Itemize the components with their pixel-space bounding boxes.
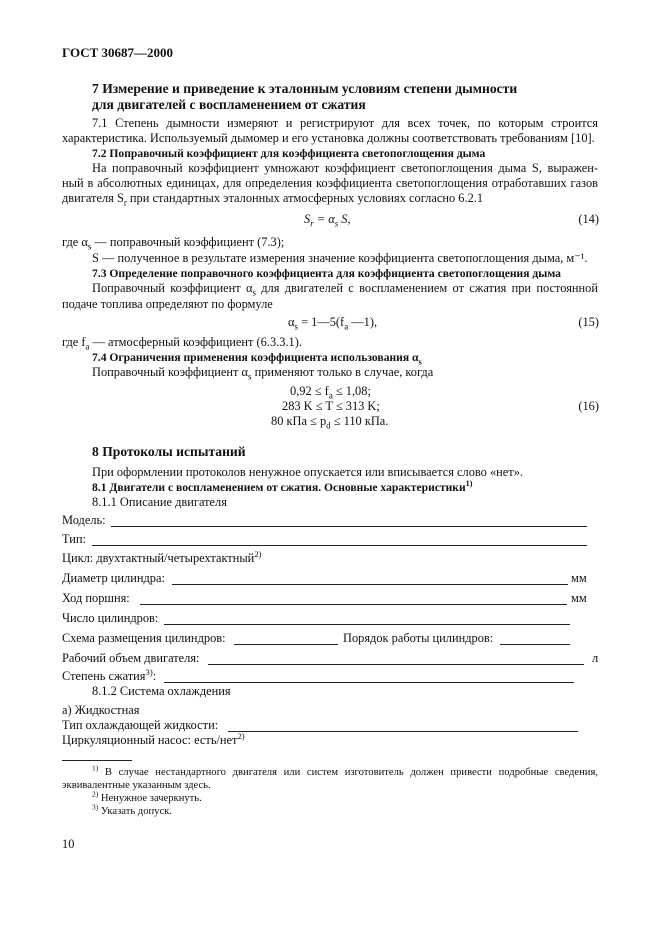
field-type-line[interactable]: [92, 545, 587, 546]
section-7-title-line-2: для двигателей с воспламенением от сжатия: [92, 97, 366, 112]
where-14-line-2: S — полученное в результате измерения значение коэффициента светопоглощения дыма, м⁻¹.: [92, 251, 588, 265]
label-layout: Схема размещения цилиндров:: [62, 631, 226, 645]
heading-7-2: 7.2 Поправочный коэффициент для коэффициента светопоглощения дыма: [92, 147, 486, 160]
label-firing-order: Порядок работы цилиндров:: [343, 631, 494, 645]
section-7-title-line-1: 7 Измерение и приведение к эталонным условиям степени дымности: [92, 81, 518, 96]
heading-8-1-2: 8.1.2 Система охлаждения: [92, 684, 231, 698]
para-7-2-line-2: ный в абсолютных единицах, для определения коэффициента светопоглощения отработавших газов: [62, 176, 598, 190]
equation-14-number: (14): [578, 212, 599, 226]
para-7-4: Поправочный коэффициент $\alpha_s$ применяют только в случае, когда: [92, 365, 434, 382]
heading-8-1-1: 8.1.1 Описание двигателя: [92, 495, 227, 509]
para-7-2-line-3: двигателя $S_r$ при стандартных эталонных атмосферных условиях согласно 6.2.1: [62, 191, 484, 208]
heading-8-1: 8.1 Двигатели с воспламенением от сжатия. Основные характеристики$^{1)}$: [92, 479, 473, 494]
footnote-3: $^{3)}$ Указать допуск.: [92, 802, 172, 817]
page-header: ГОСТ 30687—2000: [62, 45, 174, 60]
para-7-1-line-1: 7.1 Степень дымности измеряют и регистрируют для всех точек, по которым строится: [92, 116, 598, 130]
unit-displacement: л: [592, 651, 599, 665]
para-7-1-line-2: характеристика. Используемый дымомер и его установка должны соответствовать требованиям [10].: [62, 131, 595, 145]
label-compression: Степень сжатия$^{3)}$:: [62, 666, 157, 683]
label-type: Тип:: [62, 532, 86, 546]
footnote-1-line-2: эквивалентные указанным здесь.: [62, 780, 211, 791]
label-cylinders: Число цилиндров:: [62, 611, 159, 625]
equation-15: $\alpha_s$ = $1—5(f_a$ —1),: [288, 315, 378, 332]
label-bore: Диаметр цилиндра:: [62, 571, 165, 585]
para-7-3-line-2: подаче топлива определяют по формуле: [62, 297, 273, 311]
unit-stroke: мм: [571, 591, 587, 605]
equation-14: $S_r = \alpha_s$ S,: [304, 212, 351, 229]
section-8-intro: При оформлении протоколов ненужное опускается или вписывается слово «нет».: [92, 465, 524, 479]
footnote-rule: [62, 760, 132, 761]
equation-15-number: (15): [578, 315, 599, 329]
footnote-2: $^{2)}$ Ненужное зачеркнуть.: [92, 789, 202, 804]
where-14-line-1: где $\alpha_s$ — поправочный коэффициент (7.3);: [62, 235, 285, 252]
condition-pressure: 80 кПа ≤ $p_d \le 110$ кПа.: [271, 414, 389, 431]
section-8-title: 8 Протоколы испытаний: [92, 444, 246, 459]
label-liquid: а) Жидкостная: [62, 703, 140, 717]
where-15: где $f_a$ — атмосферный коэффициент (6.3.3.1).: [62, 335, 302, 352]
label-model: Модель:: [62, 513, 106, 527]
equation-16-number: (16): [578, 399, 599, 413]
field-bore-line[interactable]: [172, 584, 568, 585]
label-pump: Циркуляционный насос: есть/нет$^{2)}$: [62, 730, 245, 747]
field-model-line[interactable]: [111, 526, 587, 527]
field-stroke-line[interactable]: [140, 604, 567, 605]
para-7-2-line-1: На поправочный коэффициент умножают коэффициент светопоглощения дыма S, выражен-: [92, 161, 598, 175]
label-coolant: Тип охлаждающей жидкости:: [62, 718, 219, 732]
field-firing-order-line[interactable]: [500, 644, 570, 645]
field-cylinders-line[interactable]: [164, 624, 570, 625]
field-compression-line[interactable]: [164, 682, 574, 683]
page-number: 10: [62, 837, 75, 851]
heading-7-4: 7.4 Ограничения применения коэффициента использования $\alpha_s$: [92, 351, 422, 367]
field-displacement-line[interactable]: [208, 664, 584, 665]
condition-fa: $0,92 \le f_a \le 1,08$;: [290, 384, 371, 401]
field-coolant-line[interactable]: [228, 731, 578, 732]
heading-7-3: 7.3 Определение поправочного коэффициента для коэффициента светопоглощения дыма: [92, 267, 561, 280]
unit-bore: мм: [571, 571, 587, 585]
para-7-3-line-1: Поправочный коэффициент $\alpha_s$ для двигателей с воспламенением от сжатия при постоянной: [92, 281, 598, 298]
condition-temperature: 283 K ≤ T ≤ 313 K;: [282, 399, 380, 413]
label-displacement: Рабочий объем двигателя:: [62, 651, 200, 665]
label-cycle: Цикл: двухтактный/четырехтактный$^{2)}$: [62, 548, 262, 565]
field-layout-line[interactable]: [234, 644, 338, 645]
label-stroke: Ход поршня:: [62, 591, 130, 605]
footnote-1-line-1: $^{1)}$ В случае нестандартного двигателя или систем изготовитель должен привести подробные сведения,: [92, 763, 598, 778]
